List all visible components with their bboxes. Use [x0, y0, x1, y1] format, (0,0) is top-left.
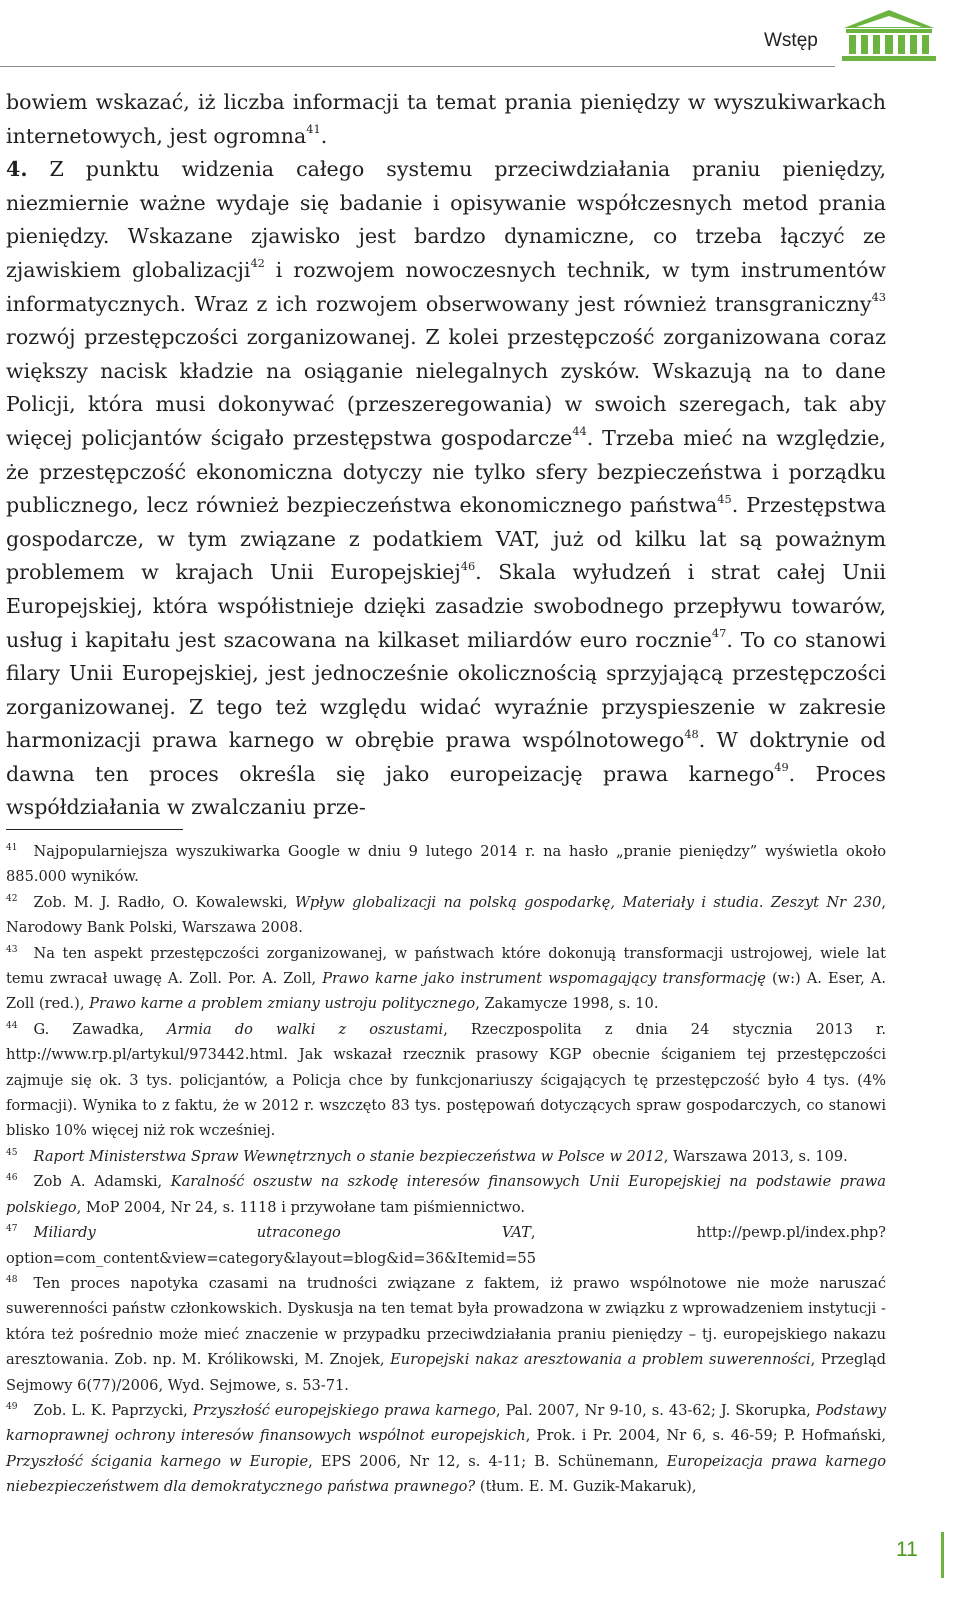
main-paragraph: i rozwojem nowoczesnych technik, w tym instrumentów informatycznych. Wraz z ich rozwojem obserwowany jest również transgraniczny [6, 257, 886, 316]
footnote-text: Prawo karne jako instrument wspomagający transformację [322, 970, 766, 988]
main-paragraph: Z punktu widzenia całego systemu przeciwdziałania praniu pieniędzy, niezmiernie ważne wydaje się badanie i opisywanie współczesnych metod prania pieniędzy. Wskazane zjawisko jest bardzo dynamiczne, co trzeba łączyć ze zjawiskiem globalizacji [6, 157, 886, 282]
footnote-42 [6, 890, 886, 941]
main-paragraph: . W doktrynie od dawna ten proces określa się jako europeizację prawa karnego [6, 728, 886, 786]
footnote-41 [6, 839, 886, 890]
main-paragraph: . Proces współdziałania w zwalczaniu prze- [6, 761, 886, 820]
footnote-ref: 42 [250, 256, 265, 271]
footnote-text: , MoP 2004, Nr 24, s. 1118 i przywołane tam piśmiennictwo. [76, 1198, 526, 1216]
main-paragraph: . Skala wyłudzeń i strat całej Unii Europejskiej, która współistnieje dzięki zasadzie swobodnego przepływu towarów, usług i kapitału jest szacowana na kilkaset miliardów euro rocznie [6, 560, 887, 652]
footnote-48 [6, 1271, 886, 1398]
footnote-number: 49 [6, 1402, 18, 1413]
footnote-text: Najpopularniejsza wyszukiwarka Google w dniu 9 lutego 2014 r. na hasło „pranie pieniędzy” wyświetla około 885.000 wyników. [6, 843, 886, 886]
footnote-text: Zob A. Adamski, [33, 1173, 171, 1191]
page-number: 11 [896, 1538, 918, 1561]
footnote-49 [6, 1398, 886, 1500]
footnote-number: 45 [6, 1148, 18, 1159]
footnote-text: (tłum. E. M. Guzik-Makaruk), [475, 1478, 697, 1496]
footnote-45 [6, 1144, 886, 1169]
footnotes [6, 839, 886, 1500]
footnote-text: , Pal. 2007, Nr 9-10, s. 43-62; J. Skorupka, [495, 1401, 816, 1419]
footnote-ref: 49 [774, 760, 789, 775]
footnote-text: Raport Ministerstwa Spraw Wewnętrznych o stanie bezpieczeństwa w Polsce w 2012 [33, 1147, 664, 1165]
footnote-number: 43 [6, 944, 18, 955]
building-logo-icon [836, 6, 942, 64]
footnote-text: Armia do walki z oszustami [167, 1020, 444, 1038]
footnote-text: , Zakamycze 1998, s. 10. [475, 995, 659, 1013]
main-paragraph-intro: bowiem wskazać, iż liczba informacji ta temat prania pieniędzy w wyszukiwarkach internetowych, jest ogromna [6, 90, 886, 148]
footnote-text: Ten proces napotyka czasami na trudności związane z faktem, iż prawo wspólnotowe nie może naruszać suwerenności państw członkowskich. Dyskusja na ten temat była prowadzona w związku z wprowadzeniem instytucji - która też pośrednio może mieć znaczenie w przypadku przeciwdziałania praniu pieniędzy – tj. europejskiego nakazu aresztowania. Zob. np. M. Królikowski, M. Znojek, [6, 1274, 886, 1369]
footnote-ref: 44 [572, 424, 587, 439]
footnote-text: Na ten aspekt przestępczości zorganizowanej, w państwach które dokonują transformacji ustrojowej, wiele lat temu zwracał uwagę A. Zoll. Por. A. Zoll, [6, 944, 886, 988]
footnote-text: Przyszłość ścigania karnego w Europie [6, 1452, 309, 1470]
footnote-ref: 46 [460, 558, 476, 573]
footnote-text: Prawo karne a problem zmiany ustroju politycznego [89, 995, 476, 1013]
footnote-text: , Rzeczpospolita z dnia 24 stycznia 2013 r. http://www.rp.pl/artykul/973442.html. Jak wskazał rzecznik prasowy KGP obecnie ściganiem tej przestępczości zajmuje się ok. 3 tys. policjantów, a Policja chce by funkcjonariuszy ścigających tę przestępczość było 4 tys. (4% formacji). Wynika to z faktu, że w 2012 r. wszczęto 83 tys. postępowań dotyczących spraw gospodarczych, co stanowi blisko 10% więcej niż rok wcześniej. [6, 1020, 886, 1140]
running-header: Wstęp [764, 30, 818, 51]
header-rule [0, 66, 835, 67]
footnote-text: Karalność oszustw na szkodę interesów finansowych Unii Europejskiej na podstawie prawa polskiego [6, 1173, 886, 1216]
footnote-44 [6, 1017, 886, 1144]
footnote-text: , http://pewp.pl/index.php?option=com_content&view=category&layout=blog&id=36&Itemid=55 [6, 1224, 887, 1267]
footnote-text: Podstawy karnoprawnej ochrony interesów finansowych wspólnot europejskich [6, 1401, 886, 1445]
footnote-number: 42 [6, 893, 18, 904]
footnote-ref: 43 [871, 290, 886, 305]
footnote-ref: 47 [711, 625, 727, 640]
footnote-text: Miliardy utraconego VAT [33, 1224, 531, 1242]
main-text: bowiem wskazać, iż liczba informacji ta temat prania pieniędzy w wyszukiwarkach internetowych, jest ogromna$^{41}$. 4. Z punktu widzenia całego systemu przeciwdziałania praniu pieniędzy, niezmiernie ważne wydaje się badanie i opisywanie współczesnych metod prania pieniędzy. Wskazane zjawisko jest bardzo dynamiczne, co trzeba łączyć ze zjawiskiem globalizacji$^{42}$ i rozwojem nowoczesnych technik, w tym instrumentów informatycznych. Wraz z ich rozwojem obserwowany jest również transgraniczny$^{43}$ rozwój przestępczości zorganizowanej. Z kolei przestępczość zorganizowana coraz większy nacisk kładzie na osiąganie nielegalnych zysków. Wskazują na to dane Policji, która musi dokonywać (przeszeregowania) w swoich szeregach, tak aby więcej policjantów ścigało przestępstwa gospodarcze$^{44}$. Trzeba mieć na względzie, że przestępczość ekonomiczna dotyczy nie tylko sfery bezpieczeństwa i porządku publicznego, lecz również bezpieczeństwa ekonomicznego państwa$^{45}$. Przestępstwa gospodarcze, w tym związane z podatkiem VAT, już od kilku lat są poważnym problemem w krajach Unii Europejskiej$^{46}$. Skala wyłudzeń i strat całej Unii Europejskiej, która współistnieje dzięki zasadzie swobodnego przepływu towarów, usług i kapitału jest szacowana na kilkaset miliardów euro rocznie$^{47}$. To co stanowi filary Unii Europejskiej, jest jednocześnie okolicznością sprzyjającą przestępczości zorganizowanej. Z tego też względu widać wyraźnie przyspieszenie w zakresie harmonizacji prawa karnego w obrębie prawa wspólnotowego$^{48}$. W doktrynie od dawna ten proces określa się jako europeizację prawa karnego$^{49}$. Proces współdziałania w zwalczaniu prze- [6, 90, 887, 820]
footnote-number: 48 [6, 1275, 18, 1286]
footnote-rule [6, 829, 183, 830]
footnote-text: Zob. L. K. Paprzycki, [33, 1401, 193, 1419]
main-paragraph: . Trzeba mieć na względzie, że przestępczość ekonomiczna dotyczy nie tylko sfery bezpieczeństwa i porządku publicznego, lecz również bezpieczeństwa ekonomicznego państwa [6, 425, 886, 518]
main-paragraph: rozwój przestępczości zorganizowanej. Z kolei przestępczość zorganizowana coraz większy nacisk kładzie na osiąganie nielegalnych zysków. Wskazują na to dane Policji, która musi dokonywać (przeszeregowania) w swoich szeregach, tak aby więcej policjantów ścigało przestępstwa gospodarcze [6, 325, 886, 450]
footnote-text: , Przegląd Sejmowy 6(77)/2006, Wyd. Sejmowe, s. 53-71. [6, 1351, 887, 1394]
footnote-text: Przyszłość europejskiego prawa karnego [192, 1401, 496, 1419]
footnote-text: (w:) A. Eser, A. Zoll (red.), [6, 970, 886, 1013]
main-paragraph: . Przestępstwa gospodarcze, w tym związane z podatkiem VAT, już od kilku lat są poważnym problemem w krajach Unii Europejskiej [6, 493, 886, 585]
footnote-47 [6, 1220, 886, 1271]
footnote-ref: 41 [306, 122, 321, 137]
footnote-number: 41 [6, 843, 18, 854]
footnote-ref: 45 [717, 491, 732, 506]
footnote-text: , Prok. i Pr. 2004, Nr 6, s. 46-59; P. Hofmański, [525, 1427, 886, 1445]
footnote-text: Europeizacja prawa karnego niebezpieczeństwem dla demokratycznego państwa prawnego? [6, 1452, 886, 1496]
point-number: 4. [6, 157, 28, 182]
footnote-text: Wpływ globalizacji na polską gospodarkę, Materiały i studia. Zeszyt Nr 230 [294, 893, 882, 911]
footnote-text: , EPS 2006, Nr 12, s. 4-11; B. Schünemann, [308, 1452, 667, 1470]
footnote-text: , Warszawa 2013, s. 109. [663, 1147, 848, 1165]
footnote-text: G. Zawadka, [33, 1020, 168, 1038]
main-paragraph: . To co stanowi filary Unii Europejskiej, jest jednocześnie okolicznością sprzyjającą przestępczości zorganizowanej. Z tego też względu widać wyraźnie przyspieszenie w zakresie harmonizacji prawa karnego w obrębie prawa wspólnotowego [6, 627, 886, 753]
footnote-text: Zob. M. J. Radło, O. Kowalewski, [33, 893, 295, 911]
footnote-number: 47 [6, 1224, 18, 1235]
footnote-text: Europejski nakaz aresztowania a problem suwerenności [390, 1351, 811, 1369]
page-edge-bar [941, 1532, 944, 1578]
footnote-46 [6, 1169, 886, 1220]
footnote-text: , Narodowy Bank Polski, Warszawa 2008. [6, 893, 886, 937]
footnote-ref: 48 [684, 726, 699, 741]
footnote-number: 44 [6, 1020, 18, 1031]
footnote-number: 46 [6, 1173, 18, 1184]
footnote-43 [6, 941, 886, 1017]
